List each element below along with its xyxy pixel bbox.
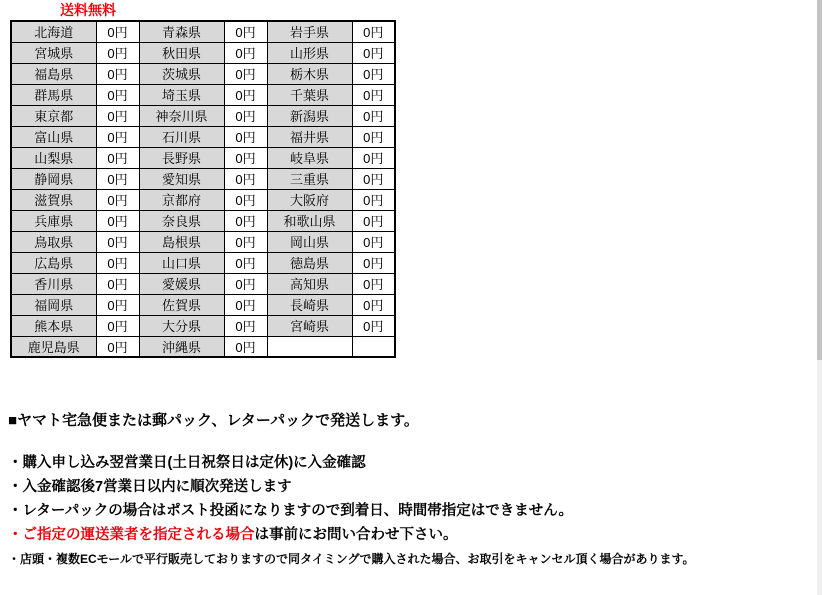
fee-cell: 0円: [224, 189, 267, 210]
prefecture-cell: 香川県: [11, 273, 96, 294]
fee-cell: 0円: [352, 210, 395, 231]
fee-cell: 0円: [224, 42, 267, 63]
table-row: [11, 21, 395, 42]
fee-cell: 0円: [96, 336, 139, 357]
prefecture-cell: 青森県: [139, 21, 224, 42]
prefecture-cell: 栃木県: [267, 63, 352, 84]
fee-cell: 0円: [224, 336, 267, 357]
fee-cell: 0円: [96, 252, 139, 273]
note-dispatch-schedule: ・入金確認後7営業日以内に順次発送します: [8, 479, 292, 495]
fee-cell: 0円: [96, 315, 139, 336]
table-row: [11, 189, 395, 210]
prefecture-cell: 山口県: [139, 252, 224, 273]
fee-cell: 0円: [224, 84, 267, 105]
prefecture-cell: 宮崎県: [267, 315, 352, 336]
prefecture-cell-empty: [267, 336, 352, 357]
prefecture-cell: 沖縄県: [139, 336, 224, 357]
fee-cell: 0円: [96, 168, 139, 189]
shipping-method-heading: ■ヤマト宅急便または郵パック、レターパックで発送します。: [8, 412, 419, 429]
table-row: [11, 126, 395, 147]
fee-cell: 0円: [224, 231, 267, 252]
prefecture-cell: 三重県: [267, 168, 352, 189]
table-row: [11, 252, 395, 273]
prefecture-cell: 岡山県: [267, 231, 352, 252]
fee-cell: 0円: [96, 42, 139, 63]
fee-cell: 0円: [352, 189, 395, 210]
prefecture-cell: 福岡県: [11, 294, 96, 315]
fee-cell: 0円: [96, 147, 139, 168]
fee-cell: 0円: [96, 210, 139, 231]
prefecture-cell: 山梨県: [11, 147, 96, 168]
fee-cell: 0円: [224, 315, 267, 336]
fee-cell: 0円: [352, 273, 395, 294]
prefecture-cell: 富山県: [11, 126, 96, 147]
table-row: [11, 147, 395, 168]
prefecture-cell: 茨城県: [139, 63, 224, 84]
table-row: [11, 63, 395, 84]
prefecture-cell: 鳥取県: [11, 231, 96, 252]
prefecture-cell: 広島県: [11, 252, 96, 273]
note-parallel-sales: ・店頭・複数ECモールで平行販売しておりますので同タイミングで購入された場合、お取引をキャンセル頂く場合があります。: [8, 552, 695, 566]
fee-cell: 0円: [96, 84, 139, 105]
fee-cell: 0円: [352, 105, 395, 126]
fee-cell: 0円: [224, 126, 267, 147]
prefecture-cell: 神奈川県: [139, 105, 224, 126]
fee-cell: 0円: [224, 21, 267, 42]
table-row: [11, 315, 395, 336]
prefecture-cell: 北海道: [11, 21, 96, 42]
fee-cell: 0円: [96, 294, 139, 315]
prefecture-cell: 東京都: [11, 105, 96, 126]
table-body: [11, 21, 395, 357]
fee-cell: 0円: [96, 63, 139, 84]
fee-cell: 0円: [224, 294, 267, 315]
prefecture-cell: 高知県: [267, 273, 352, 294]
prefecture-cell: 和歌山県: [267, 210, 352, 231]
note-carrier-designation: [8, 524, 818, 546]
table-row: [11, 105, 395, 126]
prefecture-cell: 佐賀県: [139, 294, 224, 315]
fee-cell: 0円: [96, 105, 139, 126]
fee-cell: 0円: [224, 63, 267, 84]
scrollbar-thumb[interactable]: [817, 0, 822, 360]
fee-cell: 0円: [352, 126, 395, 147]
prefecture-cell: 京都府: [139, 189, 224, 210]
table-row: [11, 84, 395, 105]
prefecture-cell: 奈良県: [139, 210, 224, 231]
fee-cell: 0円: [224, 105, 267, 126]
prefecture-cell: 秋田県: [139, 42, 224, 63]
prefecture-cell: 岐阜県: [267, 147, 352, 168]
fee-cell: 0円: [96, 21, 139, 42]
free-shipping-label: 送料無料: [60, 2, 116, 18]
fee-cell: 0円: [352, 63, 395, 84]
fee-cell: 0円: [96, 189, 139, 210]
prefecture-cell: 大阪府: [267, 189, 352, 210]
fee-cell: 0円: [96, 126, 139, 147]
prefecture-cell: 福島県: [11, 63, 96, 84]
fee-cell: 0円: [352, 42, 395, 63]
prefecture-cell: 新潟県: [267, 105, 352, 126]
fee-cell: 0円: [352, 294, 395, 315]
fee-cell: 0円: [352, 231, 395, 252]
prefecture-cell: 滋賀県: [11, 189, 96, 210]
prefecture-cell: 愛媛県: [139, 273, 224, 294]
table-row: [11, 231, 395, 252]
fee-cell: 0円: [96, 273, 139, 294]
prefecture-cell: 島根県: [139, 231, 224, 252]
fee-cell: 0円: [224, 252, 267, 273]
table-row: [11, 168, 395, 189]
note-carrier-designation-red: ・ご指定の運送業者を指定される場合: [8, 527, 255, 543]
table-row: [11, 42, 395, 63]
fee-cell: 0円: [352, 147, 395, 168]
prefecture-cell: 千葉県: [267, 84, 352, 105]
prefecture-cell: 山形県: [267, 42, 352, 63]
prefecture-cell: 長崎県: [267, 294, 352, 315]
table-row: [11, 210, 395, 231]
page-scrollbar[interactable]: [817, 0, 822, 595]
prefecture-cell: 静岡県: [11, 168, 96, 189]
table-row: [11, 336, 395, 357]
fee-cell: 0円: [96, 231, 139, 252]
fee-cell: 0円: [352, 315, 395, 336]
table-row: [11, 273, 395, 294]
fee-cell: 0円: [224, 273, 267, 294]
prefecture-cell: 岩手県: [267, 21, 352, 42]
prefecture-cell: 愛知県: [139, 168, 224, 189]
fee-cell: 0円: [352, 84, 395, 105]
prefecture-cell: 埼玉県: [139, 84, 224, 105]
note-letterpack-delivery: ・レターパックの場合はポスト投函になりますので到着日、時間帯指定はできません。: [8, 503, 574, 519]
table-row: [11, 294, 395, 315]
prefecture-cell: 兵庫県: [11, 210, 96, 231]
fee-cell-empty: [352, 336, 395, 357]
prefecture-cell: 石川県: [139, 126, 224, 147]
prefecture-cell: 鹿児島県: [11, 336, 96, 357]
fee-cell: 0円: [224, 147, 267, 168]
prefecture-cell: 福井県: [267, 126, 352, 147]
fee-cell: 0円: [352, 21, 395, 42]
fee-cell: 0円: [352, 168, 395, 189]
prefecture-cell: 群馬県: [11, 84, 96, 105]
fee-cell: 0円: [224, 210, 267, 231]
prefecture-cell: 大分県: [139, 315, 224, 336]
note-payment-confirmation: ・購入申し込み翌営業日(土日祝祭日は定休)に入金確認: [8, 455, 366, 471]
shipping-notes: [8, 410, 818, 568]
prefecture-cell: 徳島県: [267, 252, 352, 273]
prefecture-cell: 熊本県: [11, 315, 96, 336]
prefecture-cell: 宮城県: [11, 42, 96, 63]
note-carrier-designation-black: は事前にお問い合わせ下さい。: [254, 527, 458, 543]
fee-cell: 0円: [352, 252, 395, 273]
shipping-fee-table: [10, 20, 396, 358]
prefecture-cell: 長野県: [139, 147, 224, 168]
fee-cell: 0円: [224, 168, 267, 189]
